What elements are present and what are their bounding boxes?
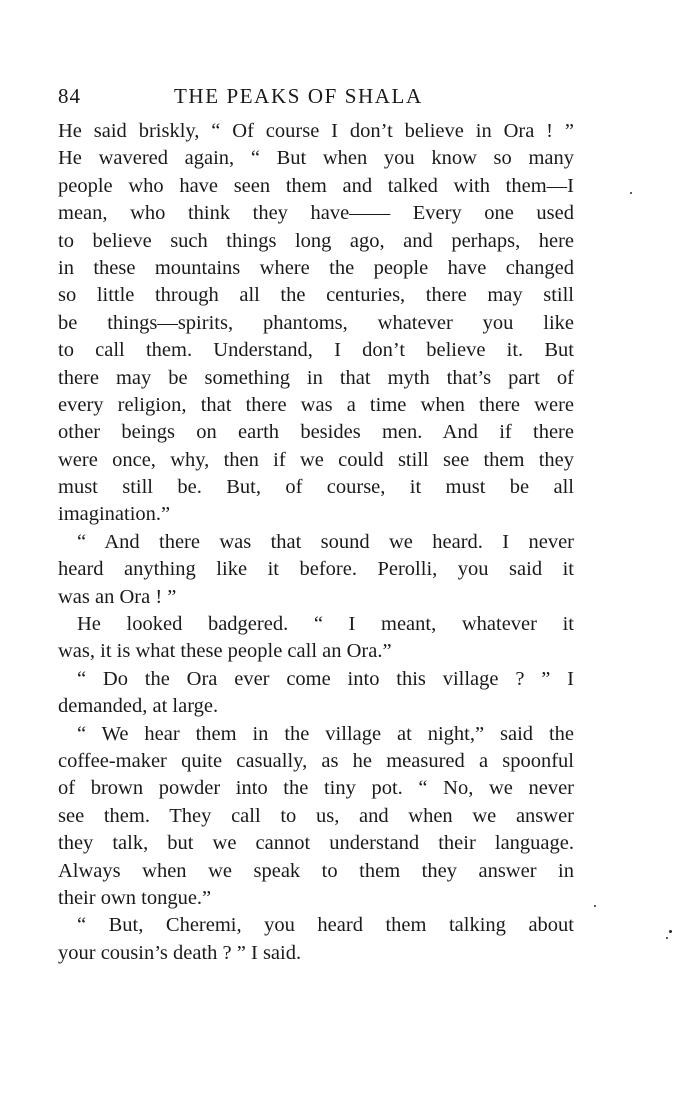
text-line: be things—spirits, phantoms, whatever you like <box>58 311 574 334</box>
text-line: other beings on earth besides men. And if there <box>58 421 574 444</box>
running-title: THE PEAKS OF SHALA <box>174 84 423 108</box>
text-line: coffee-maker quite casually, as he measured a spoonful <box>58 749 574 772</box>
text-line: heard anything like it before. Perolli, you said it <box>58 558 574 581</box>
text-line: imagination.” <box>58 503 171 526</box>
paper-speck <box>669 930 672 933</box>
text-line: in these mountains where the people have changed <box>58 256 574 279</box>
text-line: He said briskly, “ Of course I don’t believe in Ora ! ” <box>58 120 574 142</box>
paper-speck <box>594 905 596 907</box>
text-line: “ Do the Ora ever come into this village ? ” I <box>77 667 574 690</box>
text-line: were once, why, then if we could still see them they <box>58 448 574 471</box>
text-line: must still be. But, of course, it must be all <box>58 476 574 499</box>
page-number: 84 <box>58 84 81 108</box>
text-line: He looked badgered. “ I meant, whatever it <box>77 613 574 636</box>
text-line: they talk, but we cannot understand their language. <box>58 832 574 855</box>
text-line: their own tongue.” <box>58 886 212 909</box>
text-line: was an Ora ! ” <box>58 585 177 608</box>
text-line: there may be something in that myth that’s part of <box>58 366 574 389</box>
text-line: “ And there was that sound we heard. I never <box>77 530 574 553</box>
text-line: see them. They call to us, and when we answer <box>58 804 574 827</box>
text-line: was, it is what these people call an Ora.” <box>58 640 392 663</box>
text-line: people who have seen them and talked with them—I <box>58 174 574 197</box>
paper-speck <box>666 937 668 939</box>
body-text <box>58 118 574 967</box>
running-head <box>58 84 574 114</box>
text-line: “ We hear them in the village at night,” said the <box>77 722 574 745</box>
text-line: He wavered again, “ But when you know so many <box>58 147 574 170</box>
paper-speck <box>630 192 632 194</box>
text-line: of brown powder into the tiny pot. “ No, we never <box>58 777 574 800</box>
text-line: to call them. Understand, I don’t believe it. But <box>58 339 574 362</box>
text-line: to believe such things long ago, and perhaps, here <box>58 229 574 252</box>
text-line: “ But, Cheremi, you heard them talking about <box>77 914 574 937</box>
text-line: demanded, at large. <box>58 695 219 718</box>
text-line: mean, who think they have—— Every one used <box>58 202 574 225</box>
text-line: every religion, that there was a time when there were <box>58 393 574 416</box>
text-line: Always when we speak to them they answer in <box>58 859 574 882</box>
text-line: your cousin’s death ? ” I said. <box>58 941 302 964</box>
text-line: so little through all the centuries, there may still <box>58 284 574 307</box>
